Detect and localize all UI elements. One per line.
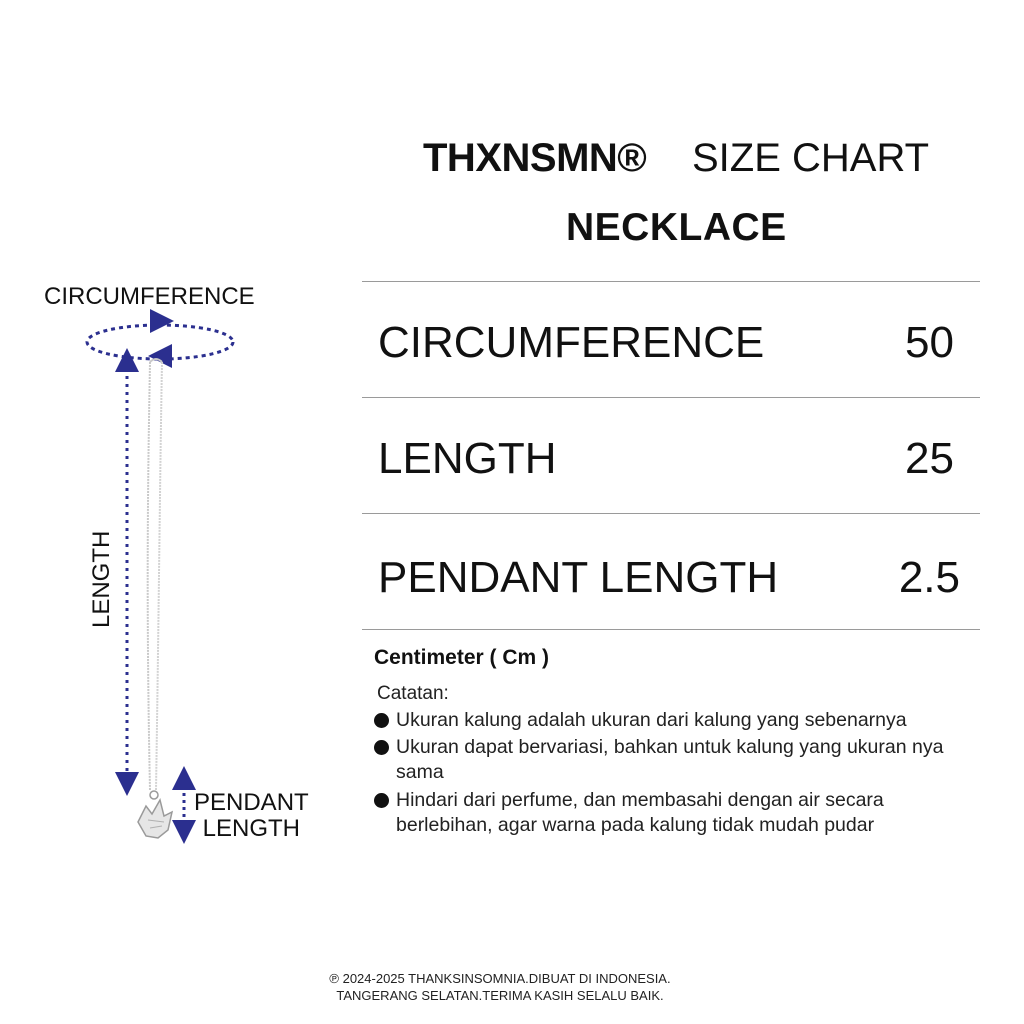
row-label-circumference: CIRCUMFERENCE	[378, 318, 765, 367]
bullet-icon	[374, 713, 389, 728]
necklace-diagram	[0, 270, 360, 870]
note-text: Ukuran kalung adalah ukuran dari kalung yang sebenarnya	[396, 709, 907, 731]
notes-title: Catatan:	[377, 683, 449, 704]
row-value-length: 25	[905, 434, 954, 483]
row-value-circumference: 50	[905, 318, 954, 367]
footer-line2: TANGERANG SELATAN.TERIMA KASIH SELALU BAIK.	[336, 988, 664, 1003]
pendant-label-line2: LENGTH	[202, 815, 301, 842]
row-label-pendant-length: PENDANT LENGTH	[378, 553, 779, 602]
note-item	[374, 735, 986, 785]
necklace-chain	[148, 359, 162, 790]
page-title: SIZE CHART	[692, 136, 930, 180]
length-label: LENGTH	[88, 530, 115, 628]
unit-label: Centimeter ( Cm )	[374, 646, 550, 669]
circumference-ellipse	[87, 325, 233, 359]
title-row	[0, 136, 1024, 186]
footer-line1: ℗ 2024-2025 THANKSINSOMNIA.DIBUAT DI INDONESIA.	[329, 971, 671, 986]
row-value-pendant-length: 2.5	[898, 553, 960, 602]
pendant-label-line1: PENDANT	[194, 789, 309, 816]
table-divider	[362, 281, 980, 282]
note-text: Hindari dari perfume, dan membasahi dengan air secara berlebihan, agar warna pada kalung tidak mudah pudar	[396, 789, 884, 836]
footer	[0, 970, 1000, 1004]
pendant	[138, 791, 172, 838]
brand-name: THXNSMN®	[423, 136, 647, 180]
bullet-icon	[374, 740, 389, 755]
bullet-icon	[374, 793, 389, 808]
note-item	[374, 708, 994, 733]
table-divider	[362, 397, 980, 398]
note-text: Ukuran dapat bervariasi, bahkan untuk kalung yang ukuran nya sama	[396, 736, 944, 783]
table-divider	[362, 513, 980, 514]
pendant-length-label	[194, 790, 309, 842]
note-item	[374, 788, 964, 838]
row-label-length: LENGTH	[378, 434, 557, 483]
circumference-label: CIRCUMFERENCE	[44, 283, 255, 310]
table-divider	[362, 629, 980, 630]
product-type: NECKLACE	[566, 206, 787, 249]
